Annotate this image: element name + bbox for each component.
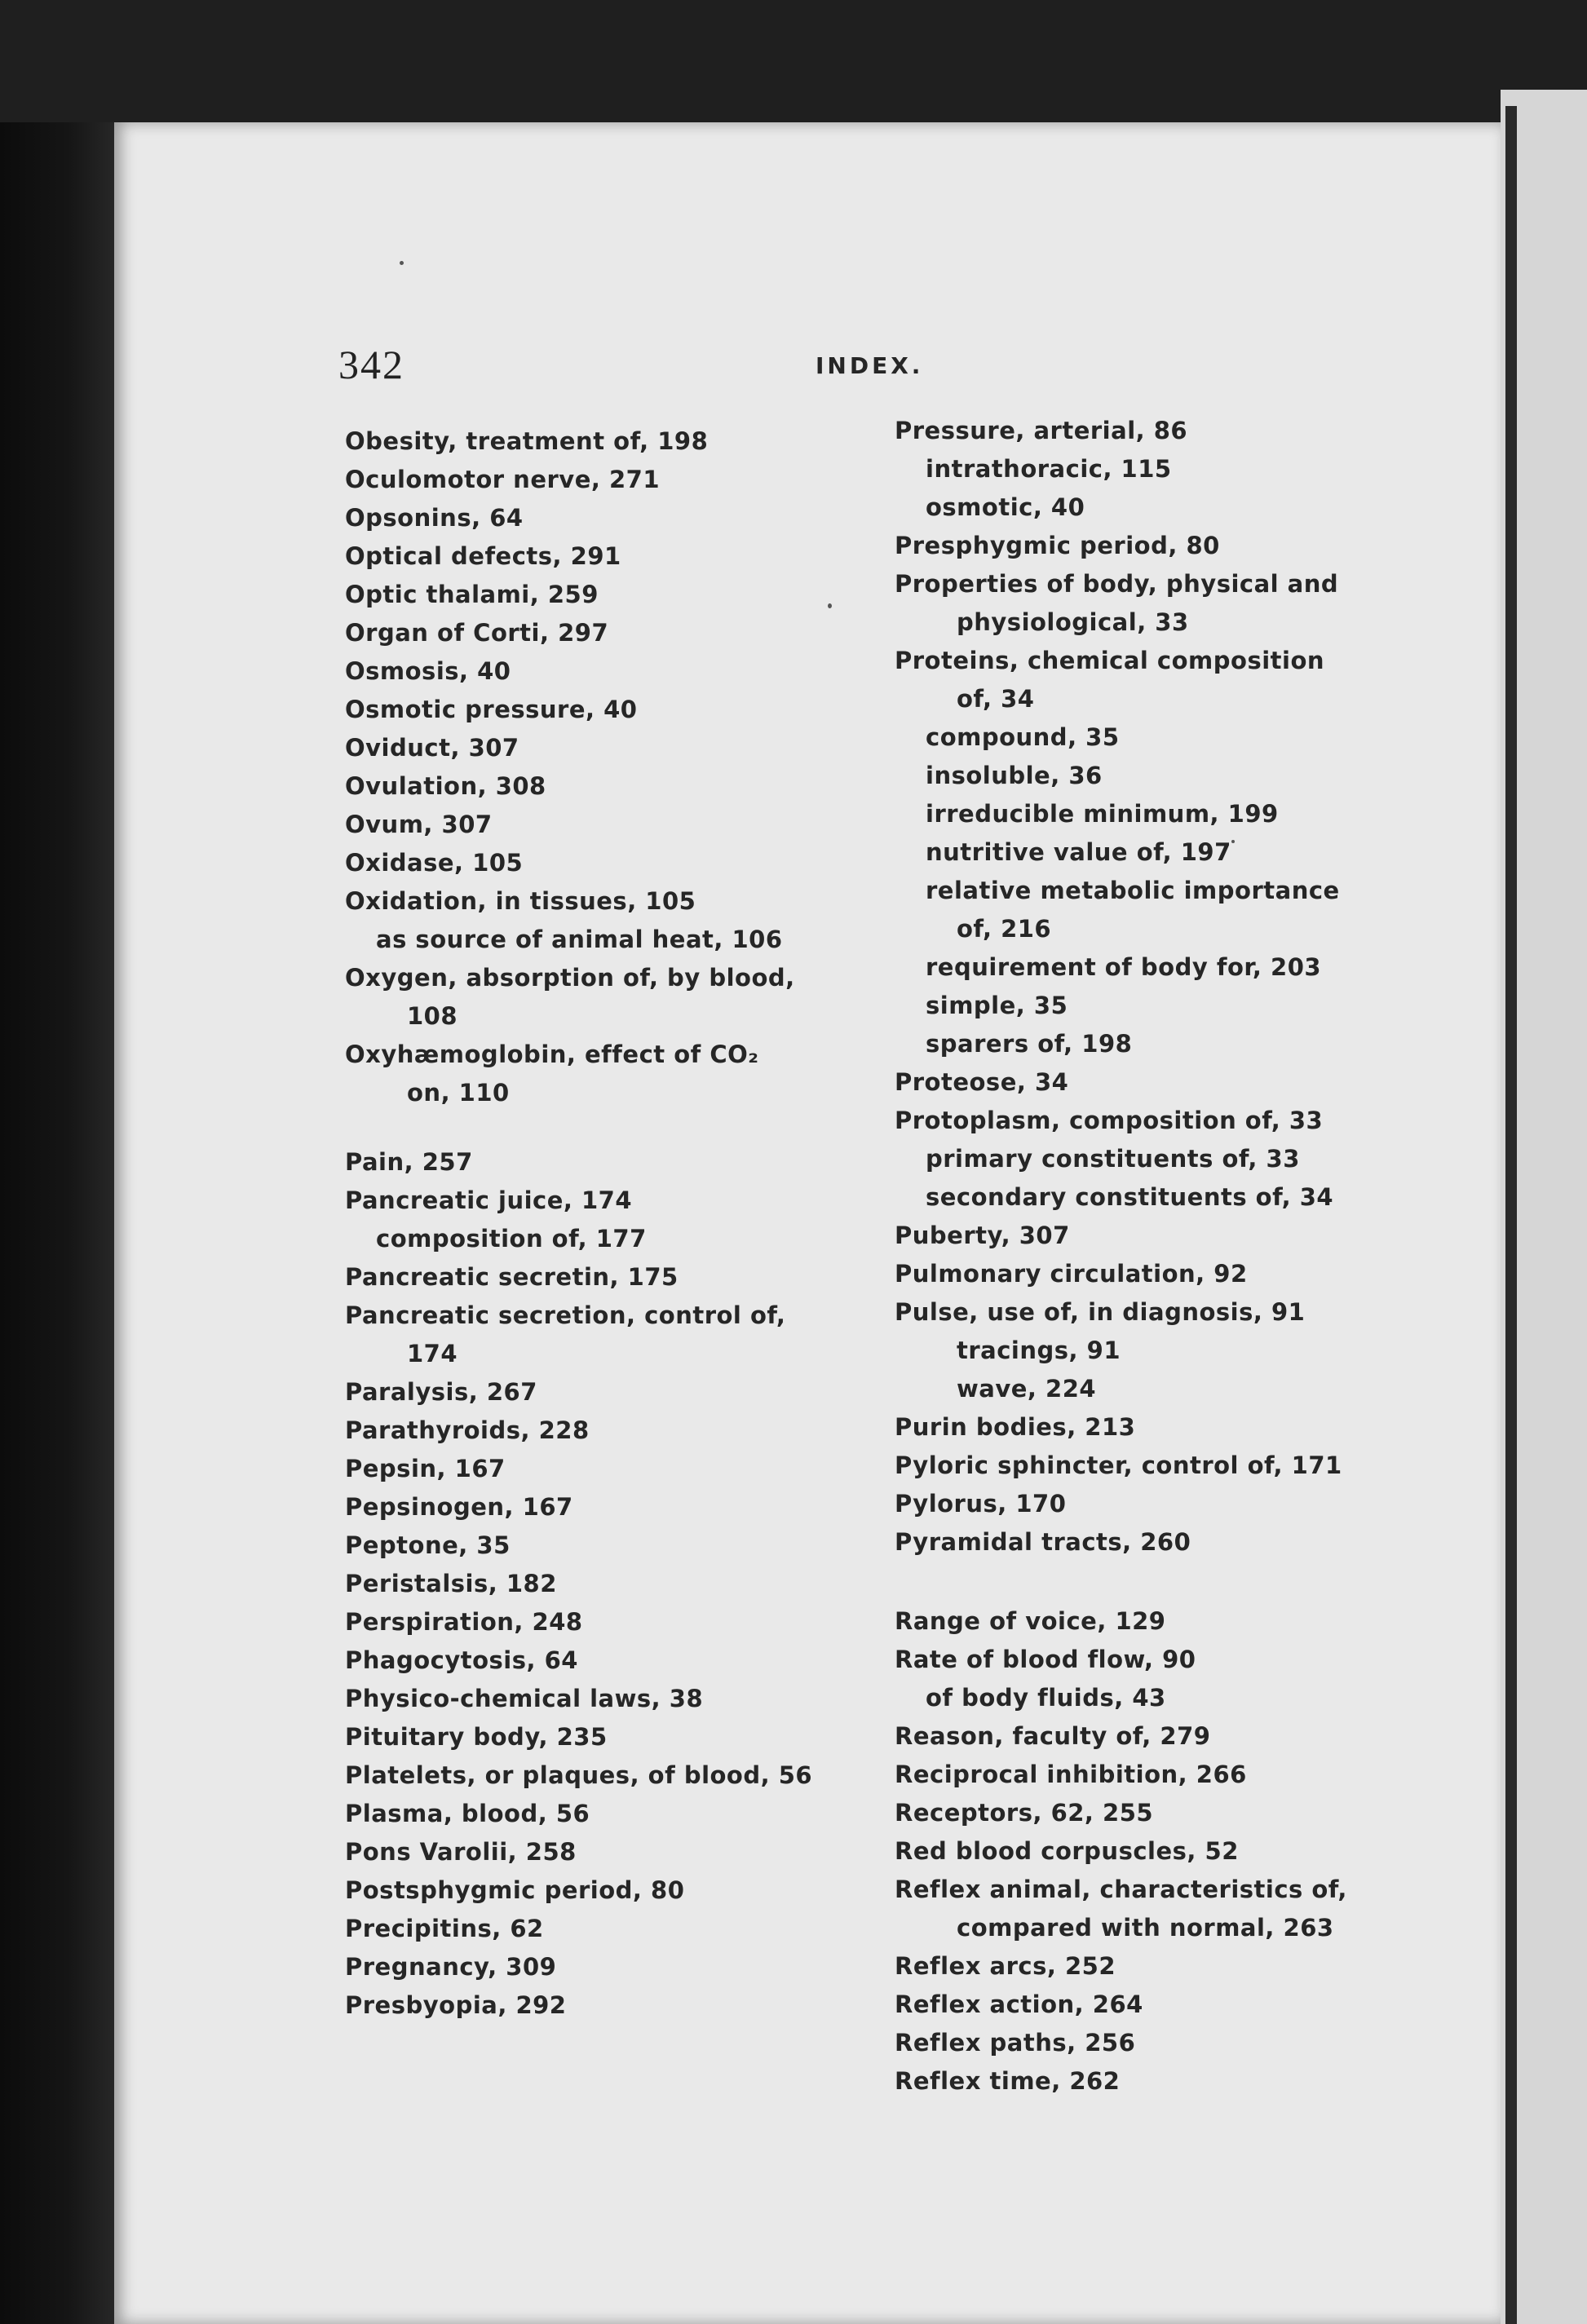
index-entry: Purin bodies, 213 xyxy=(895,1413,1136,1441)
index-entry: Oxygen, absorption of, by blood, xyxy=(345,964,795,992)
index-entry: Proteins, chemical composition xyxy=(895,647,1325,674)
index-subentry: of, 34 xyxy=(957,685,1035,713)
index-entry: Ovum, 307 xyxy=(345,811,493,838)
index-subentry: 174 xyxy=(407,1340,458,1367)
index-entry: Pancreatic secretion, control of, xyxy=(345,1301,786,1329)
index-entry: Physico-chemical laws, 38 xyxy=(345,1685,704,1712)
page-header xyxy=(338,341,1415,390)
index-entry: Pyramidal tracts, 260 xyxy=(895,1528,1191,1556)
index-entry: Parathyroids, 228 xyxy=(345,1416,590,1444)
index-entry: Presphygmic period, 80 xyxy=(895,532,1220,559)
index-subentry: of body fluids, 43 xyxy=(926,1684,1166,1712)
index-subentry: of, 216 xyxy=(957,915,1052,943)
index-entry: Pregnancy, 309 xyxy=(345,1953,557,1981)
index-entry: Pyloric sphincter, control of, 171 xyxy=(895,1451,1342,1479)
index-entry: Pulmonary circulation, 92 xyxy=(895,1260,1248,1288)
index-entry: Reflex arcs, 252 xyxy=(895,1952,1116,1980)
index-subentry: simple, 35 xyxy=(926,992,1068,1019)
index-subentry: secondary constituents of, 34 xyxy=(926,1183,1334,1211)
index-entry: Pancreatic secretin, 175 xyxy=(345,1263,679,1291)
index-entry: Platelets, or plaques, of blood, 56 xyxy=(345,1761,813,1789)
index-entry: Peristalsis, 182 xyxy=(345,1570,557,1597)
index-subentry: primary constituents of, 33 xyxy=(926,1145,1300,1173)
index-entry: Obesity, treatment of, 198 xyxy=(345,427,709,455)
index-subentry: 108 xyxy=(407,1002,458,1030)
index-entry: Receptors, 62, 255 xyxy=(895,1799,1154,1827)
index-subentry: tracings, 91 xyxy=(957,1337,1121,1364)
index-entry: Peptone, 35 xyxy=(345,1531,511,1559)
index-entry: Red blood corpuscles, 52 xyxy=(895,1837,1239,1865)
index-entry: Optical defects, 291 xyxy=(345,542,621,570)
section-gap xyxy=(345,1112,875,1143)
index-column-right xyxy=(895,412,1400,2101)
index-entry: Paralysis, 267 xyxy=(345,1378,537,1406)
index-entry: Pulse, use of, in diagnosis, 91 xyxy=(895,1298,1306,1326)
index-entry: Osmosis, 40 xyxy=(345,657,511,685)
index-entry: Oviduct, 307 xyxy=(345,734,519,762)
index-column-left xyxy=(345,422,875,2025)
index-subentry: composition of, 177 xyxy=(376,1225,647,1253)
index-entry: Pain, 257 xyxy=(345,1148,473,1176)
index-subentry: osmotic, 40 xyxy=(926,493,1085,521)
scan-left-margin xyxy=(0,122,122,2324)
index-entry: Pituitary body, 235 xyxy=(345,1723,608,1751)
index-entry: Reflex paths, 256 xyxy=(895,2029,1136,2057)
index-entry: Ovulation, 308 xyxy=(345,772,546,800)
scan-top-margin xyxy=(0,0,1587,130)
section-gap xyxy=(895,1562,1400,1602)
index-subentry: wave, 224 xyxy=(957,1375,1097,1403)
index-entry: Organ of Corti, 297 xyxy=(345,619,609,647)
index-entry: Osmotic pressure, 40 xyxy=(345,696,638,723)
index-entry: Pepsin, 167 xyxy=(345,1455,506,1482)
index-subentry: as source of animal heat, 106 xyxy=(376,926,783,953)
index-subentry: sparers of, 198 xyxy=(926,1030,1133,1058)
index-entry: Puberty, 307 xyxy=(895,1222,1070,1249)
index-entry: Pepsinogen, 167 xyxy=(345,1493,573,1521)
index-entry: Perspiration, 248 xyxy=(345,1608,583,1636)
index-entry: Reason, faculty of, 279 xyxy=(895,1722,1211,1750)
index-subentry: on, 110 xyxy=(407,1079,510,1107)
index-entry: Properties of body, physical and xyxy=(895,570,1339,598)
index-entry: Proteose, 34 xyxy=(895,1068,1069,1096)
book-spine-shadow xyxy=(1505,106,1517,2324)
index-entry: Plasma, blood, 56 xyxy=(345,1800,590,1827)
index-subentry: physiological, 33 xyxy=(957,608,1189,636)
index-entry: Precipitins, 62 xyxy=(345,1915,544,1942)
dust-speck xyxy=(400,261,404,265)
index-subentry: compared with normal, 263 xyxy=(957,1914,1334,1942)
index-entry: Postsphygmic period, 80 xyxy=(345,1876,685,1904)
index-entry: Oxyhæmoglobin, effect of CO₂ xyxy=(345,1040,759,1068)
index-entry: Opsonins, 64 xyxy=(345,504,524,532)
index-entry: Oxidase, 105 xyxy=(345,849,524,877)
index-entry: Reflex time, 262 xyxy=(895,2067,1121,2095)
page-number: 342 xyxy=(338,342,404,387)
index-subentry: intrathoracic, 115 xyxy=(926,455,1172,483)
index-entry: Reciprocal inhibition, 266 xyxy=(895,1761,1247,1788)
index-entry: Presbyopia, 292 xyxy=(345,1991,567,2019)
index-entry: Pressure, arterial, 86 xyxy=(895,417,1188,444)
index-subentry: compound, 35 xyxy=(926,723,1120,751)
index-subentry: insoluble, 36 xyxy=(926,762,1103,789)
index-entry: Oculomotor nerve, 271 xyxy=(345,466,661,493)
index-entry: Pylorus, 170 xyxy=(895,1490,1067,1518)
index-entry: Protoplasm, composition of, 33 xyxy=(895,1107,1324,1134)
index-entry: Reflex animal, characteristics of, xyxy=(895,1876,1347,1903)
index-entry: Phagocytosis, 64 xyxy=(345,1646,578,1674)
index-entry: Rate of blood flow, 90 xyxy=(895,1646,1196,1673)
index-subentry: nutritive value of, 197 xyxy=(926,838,1231,866)
index-entry: Optic thalami, 259 xyxy=(345,581,599,608)
index-subentry: irreducible minimum, 199 xyxy=(926,800,1279,828)
index-entry: Pons Varolii, 258 xyxy=(345,1838,577,1866)
index-subentry: relative metabolic importance xyxy=(926,877,1340,904)
index-subentry: requirement of body for, 203 xyxy=(926,953,1322,981)
running-head: INDEX. xyxy=(816,352,924,379)
index-entry: Reflex action, 264 xyxy=(895,1990,1143,2018)
index-entry: Pancreatic juice, 174 xyxy=(345,1186,633,1214)
index-entry: Oxidation, in tissues, 105 xyxy=(345,887,696,915)
index-entry: Range of voice, 129 xyxy=(895,1607,1166,1635)
